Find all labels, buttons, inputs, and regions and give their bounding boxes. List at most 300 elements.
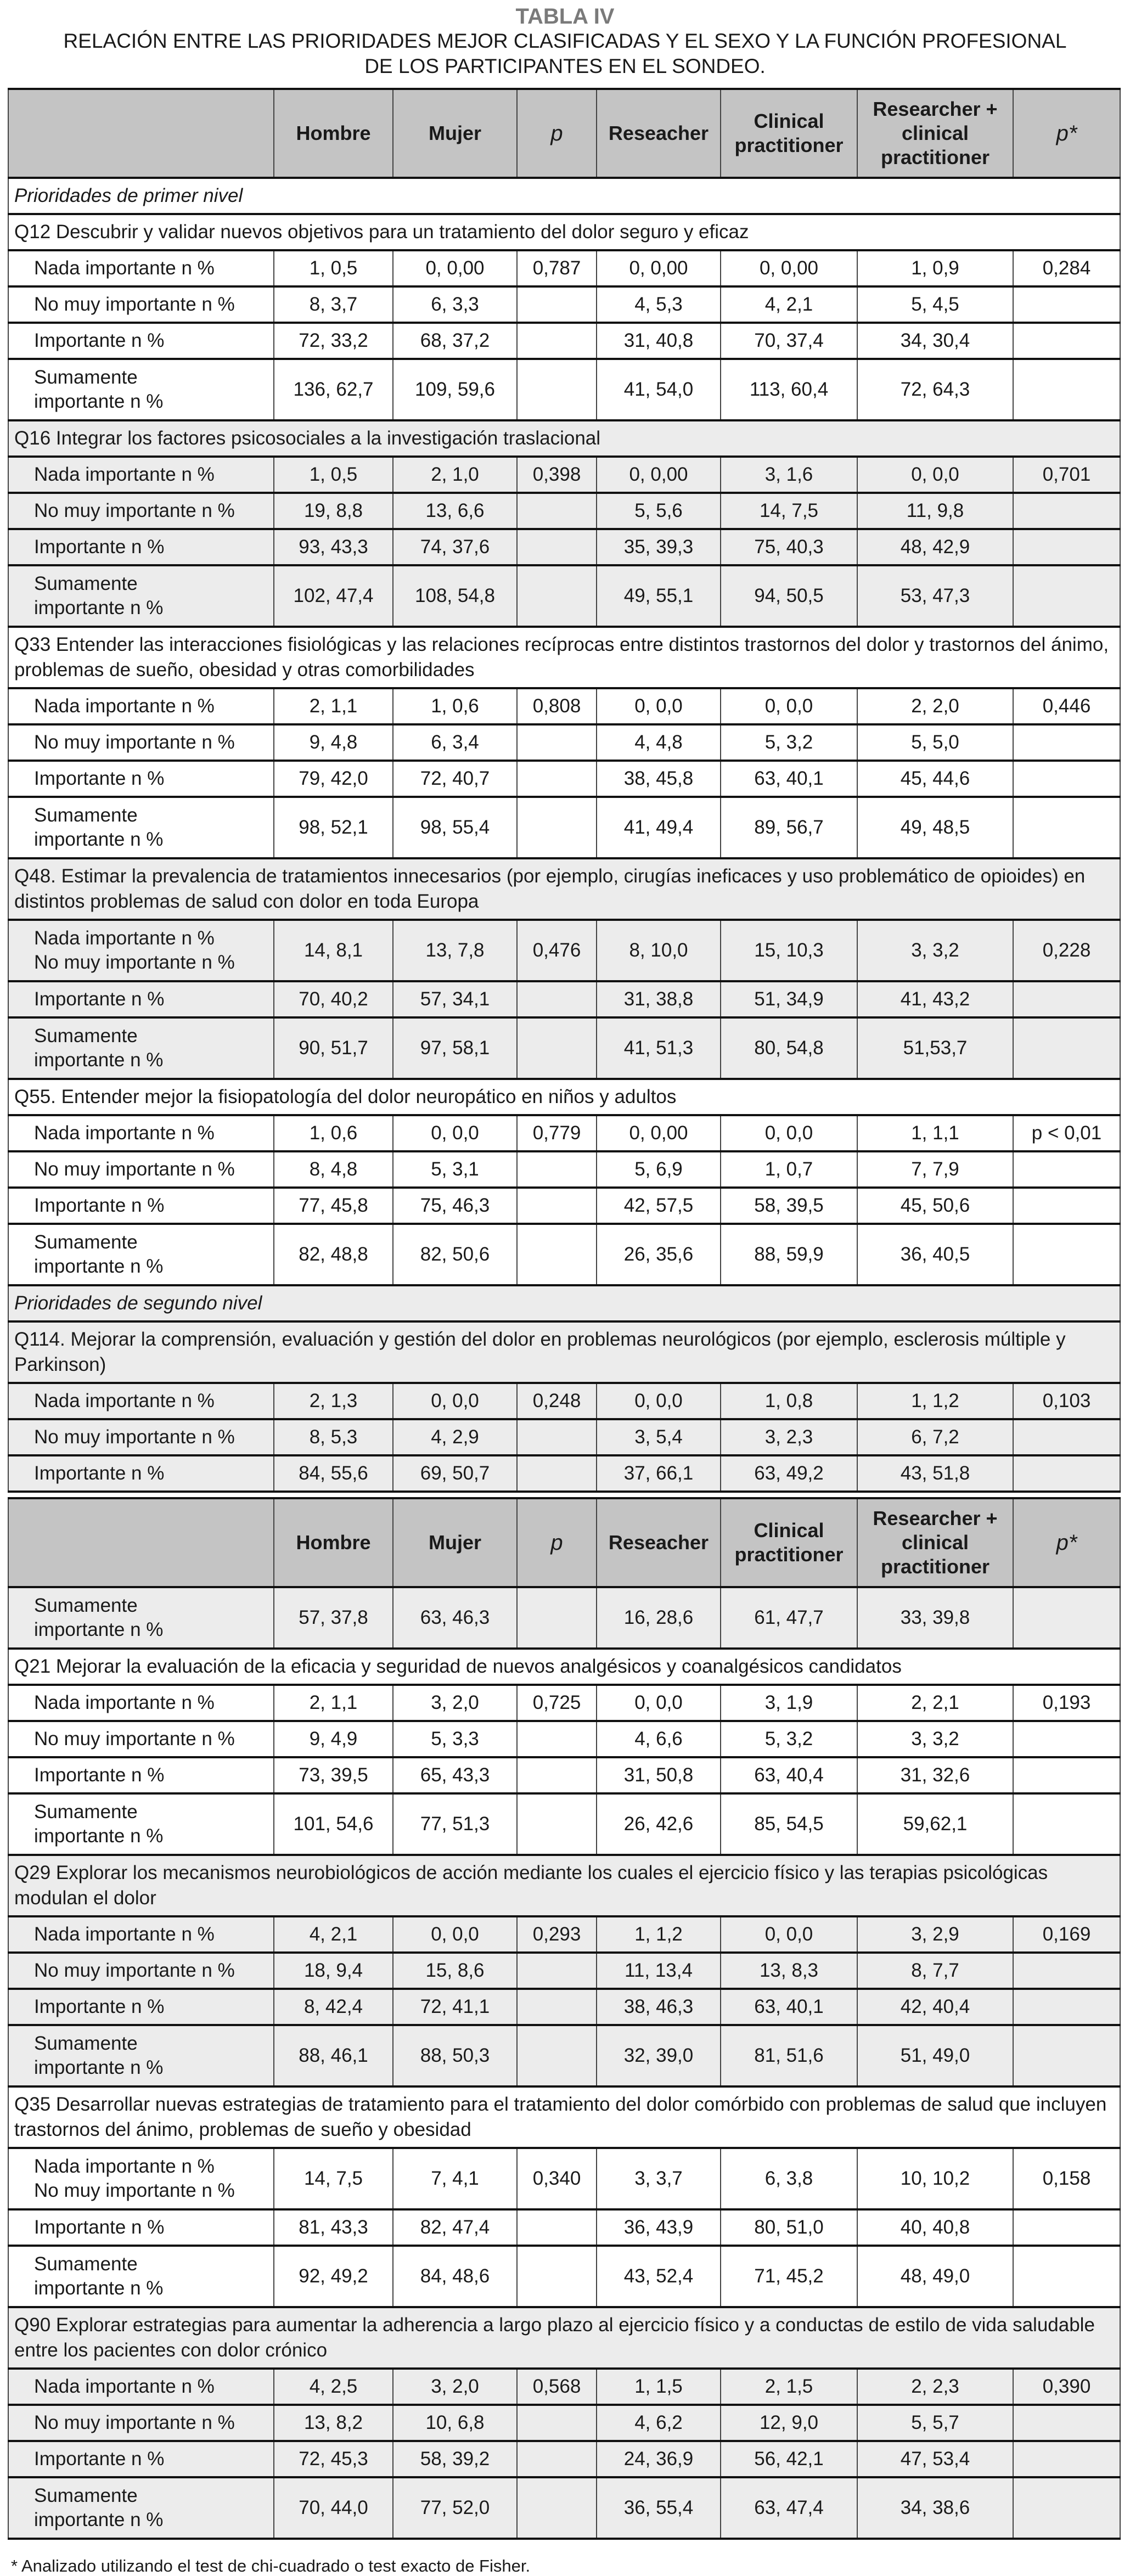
cell-value: 10, 6,8 <box>393 2405 517 2441</box>
cell-value: 9, 4,9 <box>274 1721 393 1757</box>
column-header: Mujer <box>393 1498 517 1587</box>
cell-value: 1, 0,6 <box>393 688 517 724</box>
cell-value: 72, 45,3 <box>274 2441 393 2477</box>
cell-value: 5, 3,2 <box>721 1721 857 1757</box>
cell-value <box>517 1953 597 1989</box>
footnote: * Analizado utilizando el test de chi-cuadrado o test exacto de Fisher. <box>11 2556 531 2575</box>
row-label: Nada importante n % No muy importante n % <box>8 920 274 981</box>
cell-value: 0, 0,00 <box>597 457 721 493</box>
row-label: Sumamente importante n % <box>8 2025 274 2086</box>
row-label: Importante n % <box>8 529 274 565</box>
question-row <box>8 1855 1120 1916</box>
cell-value: 31, 50,8 <box>597 1757 721 1793</box>
cell-value: 65, 43,3 <box>393 1757 517 1793</box>
cell-value: 1, 0,8 <box>721 1383 857 1419</box>
cell-value: 5, 3,1 <box>393 1151 517 1188</box>
cell-value: 38, 46,3 <box>597 1989 721 2025</box>
cell-value: 12, 9,0 <box>721 2405 857 2441</box>
cell-value <box>1013 724 1120 761</box>
cell-value: 0,446 <box>1013 688 1120 724</box>
row-label: Nada importante n % <box>8 1115 274 1151</box>
cell-value: 36, 40,5 <box>857 1224 1013 1285</box>
cell-value: 9, 4,8 <box>274 724 393 761</box>
table-row <box>8 2405 1120 2441</box>
cell-value: 0,725 <box>517 1685 597 1721</box>
cell-value: 82, 50,6 <box>393 1224 517 1285</box>
cell-value: 0,568 <box>517 2369 597 2405</box>
cell-value: 77, 45,8 <box>274 1188 393 1224</box>
question-text: Q33 Entender las interacciones fisiológicas y las relaciones recíprocas entre distintos trastornos del dolor y trastornos del ánimo, problemas de sueño, obesidad y otras comorbilidades <box>8 627 1120 688</box>
cell-value: 36, 43,9 <box>597 2209 721 2246</box>
column-header: p <box>517 89 597 178</box>
row-label: Importante n % <box>8 2209 274 2246</box>
cell-value: 13, 7,8 <box>393 920 517 981</box>
cell-value: 5, 3,2 <box>721 724 857 761</box>
cell-value: 4, 2,5 <box>274 2369 393 2405</box>
cell-value: 1, 0,7 <box>721 1151 857 1188</box>
table-row <box>8 250 1120 286</box>
cell-value: 26, 42,6 <box>597 1793 721 1855</box>
cell-value: 1, 0,5 <box>274 250 393 286</box>
cell-value: 75, 46,3 <box>393 1188 517 1224</box>
cell-value: 4, 6,2 <box>597 2405 721 2441</box>
cell-value: 3, 2,0 <box>393 1685 517 1721</box>
table-row <box>8 1721 1120 1757</box>
cell-value <box>517 1793 597 1855</box>
table-row <box>8 724 1120 761</box>
cell-value <box>517 1419 597 1455</box>
cell-value: 0,228 <box>1013 920 1120 981</box>
cell-value: 57, 37,8 <box>274 1587 393 1649</box>
cell-value: 1, 1,2 <box>857 1383 1013 1419</box>
cell-value: 0, 0,0 <box>721 1115 857 1151</box>
cell-value: 77, 52,0 <box>393 2477 517 2539</box>
table-row <box>8 1757 1120 1793</box>
table-row <box>8 1224 1120 1285</box>
cell-value: 14, 8,1 <box>274 920 393 981</box>
cell-value: 0, 0,0 <box>597 1685 721 1721</box>
cell-value <box>1013 1455 1120 1492</box>
column-header: Reseacher <box>597 89 721 178</box>
cell-value: 113, 60,4 <box>721 359 857 420</box>
cell-value: 0,701 <box>1013 457 1120 493</box>
cell-value <box>517 1989 597 2025</box>
cell-value: 15, 8,6 <box>393 1953 517 1989</box>
cell-value: 82, 47,4 <box>393 2209 517 2246</box>
cell-value: 58, 39,5 <box>721 1188 857 1224</box>
table-row <box>8 1989 1120 2025</box>
cell-value <box>1013 797 1120 858</box>
section-title: Prioridades de primer nivel <box>8 178 1120 214</box>
cell-value: 3, 1,6 <box>721 457 857 493</box>
cell-value <box>1013 1188 1120 1224</box>
cell-value: 63, 40,4 <box>721 1757 857 1793</box>
question-text: Q12 Descubrir y validar nuevos objetivos para un tratamiento del dolor seguro y eficaz <box>8 214 1120 250</box>
cell-value: 41, 43,2 <box>857 981 1013 1017</box>
cell-value: 3, 2,3 <box>721 1419 857 1455</box>
cell-value: 0, 0,00 <box>597 250 721 286</box>
cell-value: 74, 37,6 <box>393 529 517 565</box>
cell-value: 108, 54,8 <box>393 565 517 627</box>
question-text: Q16 Integrar los factores psicosociales a la investigación traslacional <box>8 420 1120 457</box>
table-row <box>8 1419 1120 1455</box>
cell-value: 24, 36,9 <box>597 2441 721 2477</box>
table-row <box>8 2477 1120 2539</box>
table-row <box>8 1587 1120 1649</box>
cell-value: 0,476 <box>517 920 597 981</box>
cell-value: 5, 6,9 <box>597 1151 721 1188</box>
cell-value <box>1013 286 1120 323</box>
row-label: No muy importante n % <box>8 2405 274 2441</box>
cell-value: 0,390 <box>1013 2369 1120 2405</box>
cell-value: 2, 1,0 <box>393 457 517 493</box>
row-label: Nada importante n % <box>8 2369 274 2405</box>
table-row <box>8 2441 1120 2477</box>
row-label: Sumamente importante n % <box>8 359 274 420</box>
cell-value: 0,808 <box>517 688 597 724</box>
cell-value: 31, 32,6 <box>857 1757 1013 1793</box>
cell-value <box>517 1587 597 1649</box>
cell-value <box>1013 1151 1120 1188</box>
cell-value: 0,169 <box>1013 1916 1120 1953</box>
cell-value: 58, 39,2 <box>393 2441 517 2477</box>
cell-value: 69, 50,7 <box>393 1455 517 1492</box>
question-text: Q90 Explorar estrategias para aumentar la adherencia a largo plazo al ejercicio físico y a conductas de estilo de vida saludable entre los pacientes con dolor crónico <box>8 2307 1120 2369</box>
cell-value: 72, 41,1 <box>393 1989 517 2025</box>
cell-value: 98, 55,4 <box>393 797 517 858</box>
cell-value: 0, 0,0 <box>393 1383 517 1419</box>
cell-value: 0,248 <box>517 1383 597 1419</box>
cell-value: 41, 49,4 <box>597 797 721 858</box>
cell-value: 6, 3,8 <box>721 2148 857 2209</box>
table-row <box>8 688 1120 724</box>
cell-value: 63, 46,3 <box>393 1587 517 1649</box>
cell-value: 82, 48,8 <box>274 1224 393 1285</box>
cell-value: 0,103 <box>1013 1383 1120 1419</box>
cell-value: 97, 58,1 <box>393 1017 517 1079</box>
cell-value: 13, 8,2 <box>274 2405 393 2441</box>
row-label: Importante n % <box>8 1455 274 1492</box>
cell-value <box>1013 493 1120 529</box>
cell-value: 0,284 <box>1013 250 1120 286</box>
table-row <box>8 1953 1120 1989</box>
cell-value: 85, 54,5 <box>721 1793 857 1855</box>
section-row <box>8 1285 1120 1321</box>
cell-value: 61, 47,7 <box>721 1587 857 1649</box>
question-row <box>8 1649 1120 1685</box>
column-header <box>8 89 274 178</box>
cell-value: 43, 51,8 <box>857 1455 1013 1492</box>
cell-value: 5, 5,6 <box>597 493 721 529</box>
cell-value <box>517 1224 597 1285</box>
cell-value: 1, 1,1 <box>857 1115 1013 1151</box>
cell-value: 34, 38,6 <box>857 2477 1013 2539</box>
cell-value <box>1013 2246 1120 2307</box>
cell-value <box>517 1455 597 1492</box>
cell-value: 14, 7,5 <box>274 2148 393 2209</box>
question-row <box>8 2307 1120 2369</box>
column-header: Hombre <box>274 89 393 178</box>
cell-value <box>1013 2477 1120 2539</box>
question-row <box>8 627 1120 688</box>
row-label: No muy importante n % <box>8 493 274 529</box>
cell-value <box>517 529 597 565</box>
cell-value: 42, 40,4 <box>857 1989 1013 2025</box>
table-title: TABLA IV <box>515 4 615 29</box>
table-row <box>8 920 1120 981</box>
question-row <box>8 2086 1120 2148</box>
row-label: Importante n % <box>8 761 274 797</box>
cell-value: 4, 5,3 <box>597 286 721 323</box>
table-subtitle: RELACIÓN ENTRE LAS PRIORIDADES MEJOR CLASIFICADAS Y EL SEXO Y LA FUNCIÓN PROFESIONAL DE LOS PARTICIPANTES EN EL SONDEO. <box>63 30 1067 77</box>
table-row <box>8 493 1120 529</box>
cell-value: 2, 1,3 <box>274 1383 393 1419</box>
row-label: Nada importante n % No muy importante n % <box>8 2148 274 2209</box>
cell-value: 80, 54,8 <box>721 1017 857 1079</box>
table-row <box>8 2148 1120 2209</box>
cell-value <box>517 323 597 359</box>
row-label: Importante n % <box>8 2441 274 2477</box>
cell-value: 47, 53,4 <box>857 2441 1013 2477</box>
cell-value: 2, 2,1 <box>857 1685 1013 1721</box>
table-row <box>8 1151 1120 1188</box>
table-row <box>8 797 1120 858</box>
cell-value <box>517 565 597 627</box>
table-row <box>8 2369 1120 2405</box>
cell-value: 4, 4,8 <box>597 724 721 761</box>
table-row <box>8 323 1120 359</box>
cell-value: 45, 50,6 <box>857 1188 1013 1224</box>
cell-value: 4, 2,1 <box>721 286 857 323</box>
cell-value: 75, 40,3 <box>721 529 857 565</box>
row-label: Sumamente importante n % <box>8 1224 274 1285</box>
cell-value <box>1013 529 1120 565</box>
cell-value: 33, 39,8 <box>857 1587 1013 1649</box>
cell-value <box>1013 1224 1120 1285</box>
cell-value <box>1013 981 1120 1017</box>
cell-value: 57, 34,1 <box>393 981 517 1017</box>
cell-value: 3, 2,0 <box>393 2369 517 2405</box>
column-header: p <box>517 1498 597 1587</box>
question-text: Q55. Entender mejor la fisiopatología del dolor neuropático en niños y adultos <box>8 1079 1120 1115</box>
cell-value <box>1013 1793 1120 1855</box>
column-header: Reseacher <box>597 1498 721 1587</box>
cell-value: 93, 43,3 <box>274 529 393 565</box>
cell-value: 8, 4,8 <box>274 1151 393 1188</box>
cell-value: 8, 3,7 <box>274 286 393 323</box>
cell-value: 94, 50,5 <box>721 565 857 627</box>
cell-value: 8, 42,4 <box>274 1989 393 2025</box>
question-row <box>8 420 1120 457</box>
cell-value <box>1013 323 1120 359</box>
question-row <box>8 1321 1120 1383</box>
cell-value: 3, 5,4 <box>597 1419 721 1455</box>
row-label: Nada importante n % <box>8 250 274 286</box>
cell-value <box>1013 1989 1120 2025</box>
cell-value: 0,193 <box>1013 1685 1120 1721</box>
cell-value: 31, 40,8 <box>597 323 721 359</box>
cell-value: 37, 66,1 <box>597 1455 721 1492</box>
column-header: Researcher + clinical practitioner <box>857 89 1013 178</box>
cell-value: 0, 0,0 <box>857 457 1013 493</box>
table-row <box>8 1188 1120 1224</box>
row-label: Nada importante n % <box>8 1916 274 1953</box>
cell-value: 6, 3,3 <box>393 286 517 323</box>
cell-value <box>1013 2405 1120 2441</box>
cell-value <box>1013 761 1120 797</box>
table-row <box>8 1916 1120 1953</box>
question-row <box>8 858 1120 920</box>
cell-value: 5, 3,3 <box>393 1721 517 1757</box>
cell-value <box>1013 2025 1120 2086</box>
cell-value <box>1013 359 1120 420</box>
cell-value: 1, 0,5 <box>274 457 393 493</box>
cell-value <box>517 2405 597 2441</box>
row-label: Nada importante n % <box>8 1383 274 1419</box>
cell-value: p < 0,01 <box>1013 1115 1120 1151</box>
question-row <box>8 214 1120 250</box>
column-header: Clinical practitioner <box>721 1498 857 1587</box>
cell-value: 8, 7,7 <box>857 1953 1013 1989</box>
cell-value: 42, 57,5 <box>597 1188 721 1224</box>
cell-value: 63, 40,1 <box>721 761 857 797</box>
cell-value <box>517 2246 597 2307</box>
header-row <box>8 1498 1120 1587</box>
table-row <box>8 1383 1120 1419</box>
section-row <box>8 178 1120 214</box>
cell-value: 0, 0,00 <box>393 250 517 286</box>
cell-value <box>517 1188 597 1224</box>
table-row <box>8 286 1120 323</box>
row-label: Importante n % <box>8 981 274 1017</box>
column-header: Clinical practitioner <box>721 89 857 178</box>
cell-value: 0, 0,0 <box>393 1115 517 1151</box>
row-label: Nada importante n % <box>8 688 274 724</box>
table-row <box>8 1115 1120 1151</box>
row-label: No muy importante n % <box>8 1419 274 1455</box>
cell-value <box>517 724 597 761</box>
cell-value: 102, 47,4 <box>274 565 393 627</box>
cell-value: 72, 40,7 <box>393 761 517 797</box>
cell-value: 81, 43,3 <box>274 2209 393 2246</box>
cell-value: 41, 51,3 <box>597 1017 721 1079</box>
cell-value <box>1013 1017 1120 1079</box>
cell-value: 49, 48,5 <box>857 797 1013 858</box>
cell-value: 5, 5,0 <box>857 724 1013 761</box>
cell-value: 11, 9,8 <box>857 493 1013 529</box>
cell-value: 0, 0,0 <box>393 1916 517 1953</box>
cell-value: 0, 0,0 <box>597 1383 721 1419</box>
cell-value: 0, 0,0 <box>721 688 857 724</box>
cell-value <box>517 2209 597 2246</box>
row-label: Sumamente importante n % <box>8 797 274 858</box>
cell-value: 70, 37,4 <box>721 323 857 359</box>
cell-value: 68, 37,2 <box>393 323 517 359</box>
question-text: Q48. Estimar la prevalencia de tratamientos innecesarios (por ejemplo, cirugías ineficaces y uso problemático de opioides) en distintos problemas de salud con dolor en toda Europa <box>8 858 1120 920</box>
cell-value: 70, 40,2 <box>274 981 393 1017</box>
cell-value: 88, 50,3 <box>393 2025 517 2086</box>
cell-value: 4, 2,9 <box>393 1419 517 1455</box>
cell-value <box>1013 1757 1120 1793</box>
row-label: No muy importante n % <box>8 1953 274 1989</box>
column-header: p* <box>1013 1498 1120 1587</box>
cell-value <box>517 1721 597 1757</box>
table-row <box>8 2246 1120 2307</box>
cell-value <box>517 981 597 1017</box>
column-header <box>8 1498 274 1587</box>
cell-value: 1, 1,2 <box>597 1916 721 1953</box>
cell-value: 49, 55,1 <box>597 565 721 627</box>
cell-value: 2, 1,1 <box>274 1685 393 1721</box>
cell-value: 10, 10,2 <box>857 2148 1013 2209</box>
cell-value: 72, 64,3 <box>857 359 1013 420</box>
data-table-part-2 <box>8 1497 1121 2540</box>
cell-value: 31, 38,8 <box>597 981 721 1017</box>
table-row <box>8 359 1120 420</box>
cell-value: 0, 0,0 <box>597 688 721 724</box>
cell-value: 3, 2,9 <box>857 1916 1013 1953</box>
cell-value: 92, 49,2 <box>274 2246 393 2307</box>
table-row <box>8 981 1120 1017</box>
cell-value: 0,398 <box>517 457 597 493</box>
cell-value: 2, 1,1 <box>274 688 393 724</box>
cell-value: 81, 51,6 <box>721 2025 857 2086</box>
cell-value: 0, 0,00 <box>721 250 857 286</box>
cell-value: 79, 42,0 <box>274 761 393 797</box>
row-label: No muy importante n % <box>8 724 274 761</box>
cell-value: 77, 51,3 <box>393 1793 517 1855</box>
cell-value: 51,53,7 <box>857 1017 1013 1079</box>
row-label: Importante n % <box>8 1757 274 1793</box>
cell-value: 11, 13,4 <box>597 1953 721 1989</box>
column-header: Mujer <box>393 89 517 178</box>
cell-value: 1, 0,6 <box>274 1115 393 1151</box>
cell-value: 43, 52,4 <box>597 2246 721 2307</box>
row-label: Sumamente importante n % <box>8 2477 274 2539</box>
row-label: Nada importante n % <box>8 1685 274 1721</box>
cell-value: 15, 10,3 <box>721 920 857 981</box>
cell-value <box>517 2441 597 2477</box>
cell-value: 88, 46,1 <box>274 2025 393 2086</box>
section-title: Prioridades de segundo nivel <box>8 1285 1120 1321</box>
table-row <box>8 1793 1120 1855</box>
row-label: Importante n % <box>8 1989 274 2025</box>
cell-value: 51, 49,0 <box>857 2025 1013 2086</box>
cell-value: 63, 40,1 <box>721 1989 857 2025</box>
question-text: Q35 Desarrollar nuevas estrategias de tratamiento para el tratamiento del dolor comórbido con problemas de salud que incluyen trastornos del ánimo, problemas de sueño y obesidad <box>8 2086 1120 2148</box>
cell-value <box>1013 1721 1120 1757</box>
cell-value <box>517 493 597 529</box>
column-header: Researcher + clinical practitioner <box>857 1498 1013 1587</box>
cell-value: 0,779 <box>517 1115 597 1151</box>
table-row <box>8 529 1120 565</box>
row-label: Sumamente importante n % <box>8 1793 274 1855</box>
cell-value: 101, 54,6 <box>274 1793 393 1855</box>
cell-value: 7, 7,9 <box>857 1151 1013 1188</box>
cell-value: 19, 8,8 <box>274 493 393 529</box>
cell-value: 71, 45,2 <box>721 2246 857 2307</box>
row-label: Sumamente importante n % <box>8 1017 274 1079</box>
cell-value: 63, 47,4 <box>721 2477 857 2539</box>
cell-value <box>517 286 597 323</box>
question-row <box>8 1079 1120 1115</box>
question-text: Q21 Mejorar la evaluación de la eficacia y seguridad de nuevos analgésicos y coanalgésicos candidatos <box>8 1649 1120 1685</box>
cell-value: 38, 45,8 <box>597 761 721 797</box>
table-row <box>8 1017 1120 1079</box>
cell-value: 2, 2,3 <box>857 2369 1013 2405</box>
cell-value: 136, 62,7 <box>274 359 393 420</box>
cell-value: 35, 39,3 <box>597 529 721 565</box>
